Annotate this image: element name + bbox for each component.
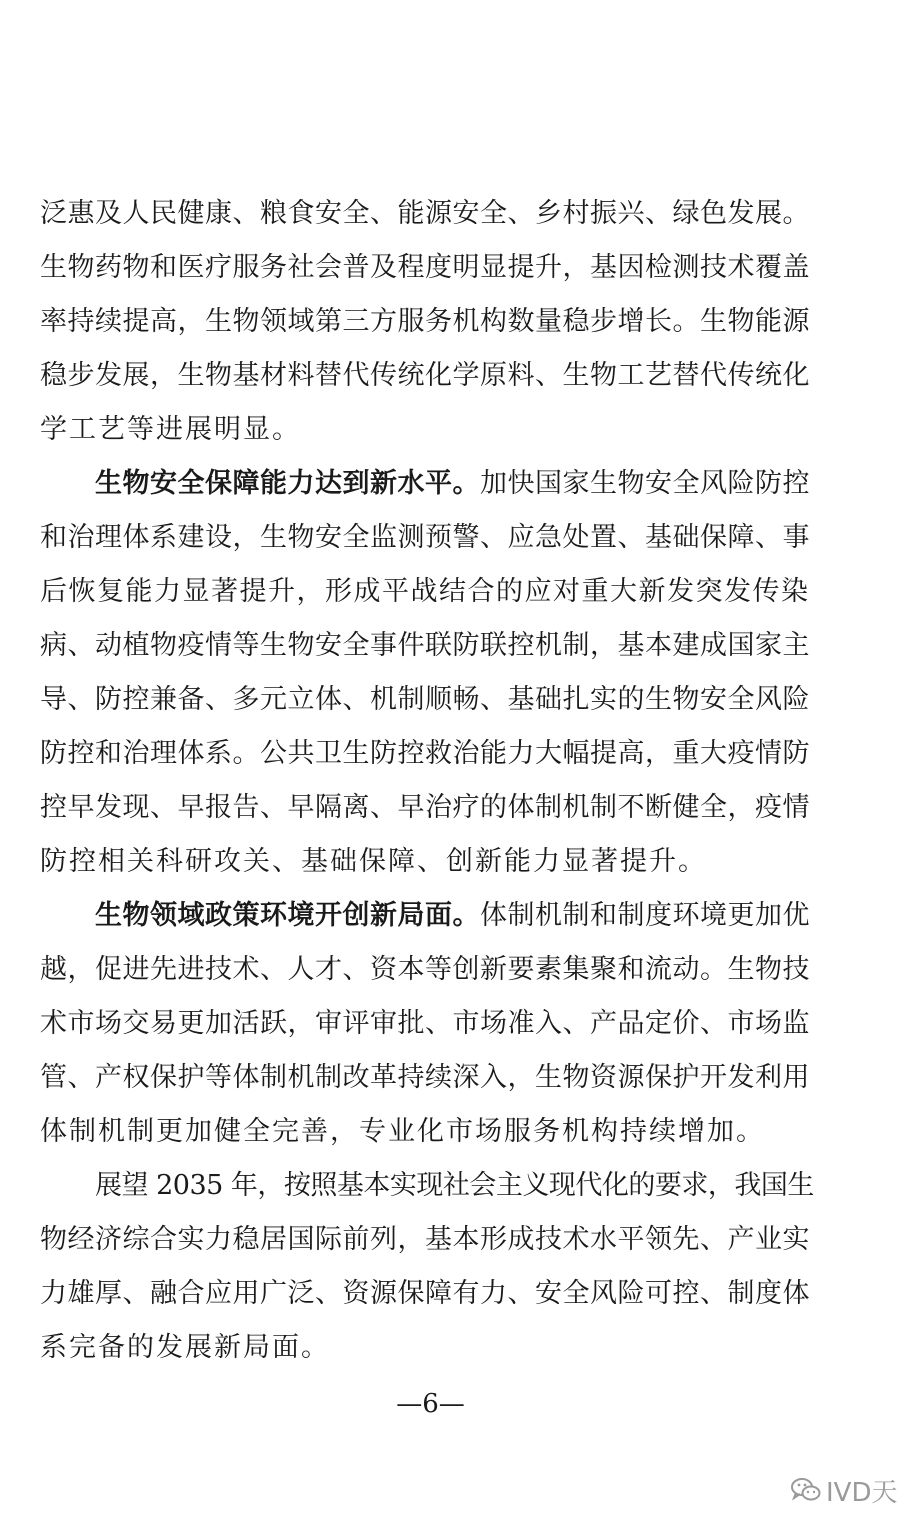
- text-line: 生物药物和医疗服务社会普及程度明显提升，基因检测技术覆盖: [40, 252, 810, 283]
- text-line: 术市场交易更加活跃，审评审批、市场准入、产品定价、市场监: [40, 1008, 810, 1039]
- text-line: 防控相关科研攻关、基础保障、创新能力显著提升。: [40, 846, 707, 877]
- paragraph-first-line: [95, 896, 822, 936]
- section-heading: 生物安全保障能力达到新水平。: [95, 468, 480, 499]
- watermark: [790, 1470, 897, 1510]
- text-line: 导、防控兼备、多元立体、机制顺畅、基础扎实的生物安全风险: [40, 684, 810, 715]
- text-line: 越，促进先进技术、人才、资本等创新要素集聚和流动。生物技: [40, 954, 810, 985]
- text-line: 病、动植物疫情等生物安全事件联防联控机制，基本建成国家主: [40, 630, 810, 661]
- text-line: 率持续提高，生物领域第三方服务机构数量稳步增长。生物能源: [40, 306, 810, 337]
- text-span: 加快国家生物安全风险防控: [480, 468, 810, 499]
- text-span: 体制机制和制度环境更加优: [480, 900, 810, 931]
- paragraph-first-line: [95, 464, 822, 504]
- text-line: 体制机制更加健全完善，专业化市场服务机构持续增加。: [40, 1116, 765, 1147]
- page-number: —6—: [396, 1389, 465, 1419]
- watermark-text: IVD天: [826, 1477, 897, 1508]
- text-line: 稳步发展，生物基材料替代传统化学原料、生物工艺替代传统化: [40, 360, 810, 391]
- text-line: 控早发现、早报告、早隔离、早治疗的体制机制不断健全，疫情: [40, 792, 810, 823]
- text-line: 管、产权保护等体制机制改革持续深入，生物资源保护开发利用: [40, 1062, 810, 1093]
- text-line: 系完备的发展新局面。: [40, 1332, 330, 1363]
- text-line: 学工艺等进展明显。: [40, 414, 301, 445]
- text-line: 泛惠及人民健康、粮食安全、能源安全、乡村振兴、绿色发展。: [40, 198, 810, 229]
- text-line: 防控和治理体系。公共卫生防控救治能力大幅提高，重大疫情防: [40, 738, 810, 769]
- section-heading: 生物领域政策环境开创新局面。: [95, 900, 480, 931]
- text-line: 物经济综合实力稳居国际前列，基本形成技术水平领先、产业实: [40, 1224, 810, 1255]
- wechat-icon: [790, 1476, 822, 1504]
- text-line: 后恢复能力显著提升，形成平战结合的应对重大新发突发传染: [40, 576, 810, 607]
- text-line: 和治理体系建设，生物安全监测预警、应急处置、基础保障、事: [40, 522, 810, 553]
- text-line: 力雄厚、融合应用广泛、资源保障有力、安全风险可控、制度体: [40, 1278, 810, 1309]
- paragraph-first-line: 展望 2035 年，按照基本实现社会主义现代化的要求，我国生: [95, 1170, 814, 1201]
